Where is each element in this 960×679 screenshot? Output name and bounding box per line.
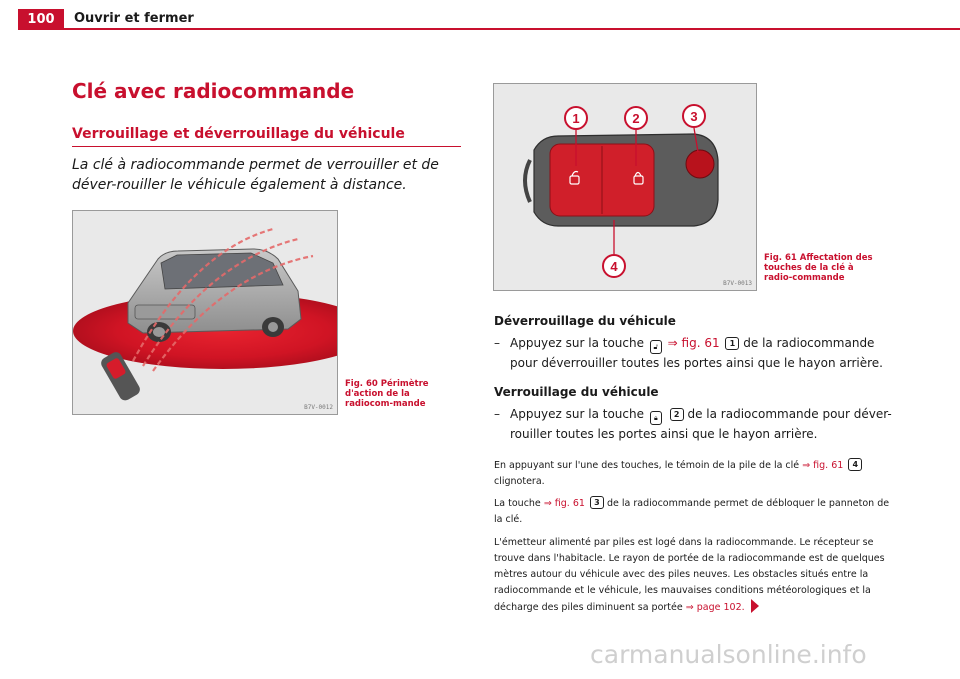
note-battery-indicator (494, 458, 894, 490)
unlock-text-a: Appuyez sur la touche (510, 336, 644, 350)
unlock-key-icon: 🔓︎ (650, 340, 662, 354)
lock-instruction (494, 405, 894, 443)
lock-badge: 2 (670, 408, 684, 421)
dash: – (494, 407, 500, 421)
lock-key-icon: 🔒︎ (650, 411, 662, 425)
lock-title: Verrouillage du véhicule (494, 385, 659, 399)
unlock-fig-ref[interactable]: ⇒ fig. 61 (667, 336, 720, 350)
key-fob-illustration (494, 84, 756, 290)
note-1-badge: 4 (848, 458, 862, 471)
note-1-text: En appuyant sur l'une des touches, le témoin de la pile de la clé (494, 460, 800, 471)
unlock-badge: 1 (725, 337, 739, 350)
unlock-text-b: de la radiocommande pour déverrouiller toutes les portes ainsi que le hayon arrière. (510, 336, 883, 370)
note-1-text-b: clignotera. (494, 476, 545, 487)
note-3-ref[interactable]: ⇒ page 102. (685, 602, 745, 613)
dash: – (494, 336, 500, 350)
figure-61-code: B7V-0013 (723, 280, 752, 287)
header-title: Ouvrir et fermer (74, 11, 194, 26)
page-number: 100 (18, 9, 64, 30)
callout-2: 2 (632, 111, 640, 126)
note-2-text-b: de la radiocommande permet de débloquer le panneton de la clé. (494, 498, 890, 525)
note-2-badge: 3 (590, 496, 604, 509)
intro-text: La clé à radiocommande permet de verrouiller et de déver-rouiller le véhicule également à distance. (72, 157, 439, 193)
release-button (686, 150, 714, 178)
note-1-ref[interactable]: ⇒ fig. 61 (802, 460, 844, 471)
note-key-release (494, 496, 894, 528)
figure-60-code: B7V-0012 (304, 404, 333, 411)
unlock-instruction (494, 334, 894, 372)
note-3-text: L'émetteur alimenté par piles est logé dans la radiocommande. Le récepteur se trouve dans l'habitacle. Le rayon de portée de la radiocommande est de quelques mètres autour du véhicule avec des piles neuves. Les obstacles situés entre la radiocommande et le véhicule, les mauvaises conditions météorologiques et la décharge des piles diminuent sa portée (494, 537, 885, 613)
figure-60-caption: Fig. 60 Périmètre d'action de la radiocom-mande (345, 379, 429, 409)
section-subtitle: Verrouillage et déverrouillage du véhicule (72, 126, 405, 142)
continue-arrow-icon (751, 599, 759, 613)
note-transmitter (494, 535, 894, 616)
note-2-text: La touche (494, 498, 541, 509)
unlock-title: Déverrouillage du véhicule (494, 314, 676, 328)
car-range-illustration (73, 211, 337, 414)
page-header (0, 0, 960, 30)
callout-1: 1 (572, 111, 580, 126)
note-2-ref[interactable]: ⇒ fig. 61 (543, 498, 585, 509)
watermark: carmanualsonline.info (590, 640, 867, 669)
subtitle-rule (72, 146, 461, 147)
section-title: Clé avec radiocommande (72, 79, 355, 103)
figure-61-image (493, 83, 757, 291)
header-rule (18, 28, 960, 30)
figure-60-image (72, 210, 338, 415)
callout-4: 4 (610, 259, 618, 274)
figure-61-caption: Fig. 61 Affectation des touches de la clé à radio-commande (764, 253, 873, 283)
lock-text-b: de la radiocommande pour déver-rouiller toutes les portes ainsi que le hayon arrière. (510, 407, 892, 441)
callout-3: 3 (690, 109, 698, 124)
lock-text-a: Appuyez sur la touche (510, 407, 644, 421)
